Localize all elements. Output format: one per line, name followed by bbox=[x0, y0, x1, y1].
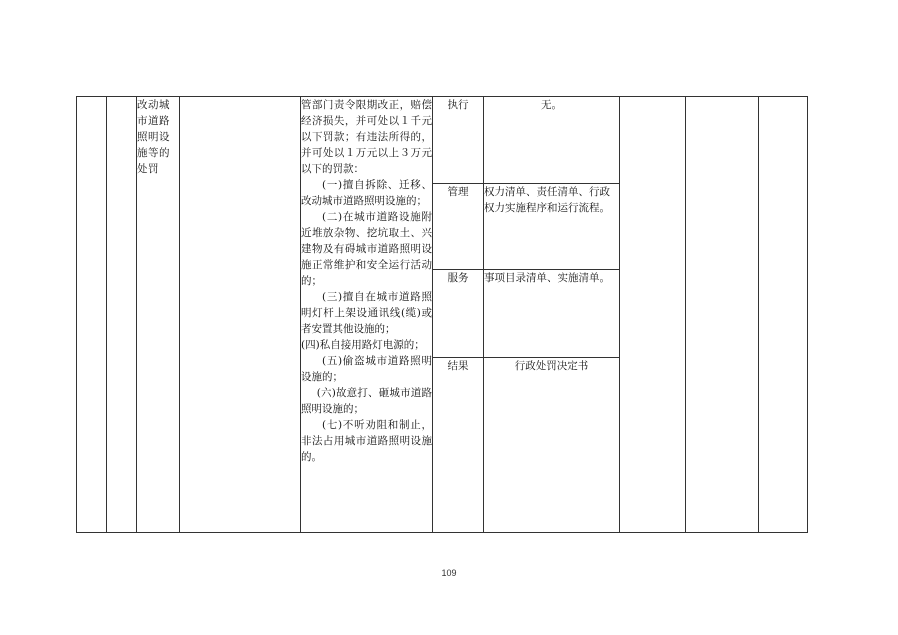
legal-basis-paragraph: 管部门责令限期改正，赔偿经济损失，并可处以１千元以下罚款；有违法所得的，并可处以１万元以上３万元以下的罚款： bbox=[301, 99, 432, 175]
legal-basis-paragraph: (五)偷盗城市道路照明设施的； bbox=[301, 355, 432, 383]
table-cell-empty bbox=[686, 97, 759, 533]
stage-content-execute: 无。 bbox=[484, 97, 620, 184]
legal-basis-paragraph: (三)擅自在城市道路照明灯杆上架设通讯线(缆)或者安置其他设施的； bbox=[301, 291, 432, 335]
legal-basis-paragraph: (二)在城市道路设施附近堆放杂物、挖坑取土、兴建物及有碍城市道路照明设施正常维护和安全运行活动的； bbox=[301, 211, 432, 287]
stage-content-manage: 权力清单、责任清单、行政权力实施程序和运行流程。 bbox=[484, 184, 620, 270]
table-cell-empty bbox=[620, 97, 686, 533]
table-cell-empty bbox=[180, 97, 301, 533]
table-cell-empty bbox=[77, 97, 107, 533]
legal-basis-paragraph: (六)故意打、砸城市道路照明设施的； bbox=[301, 387, 432, 415]
item-name-cell: 改动城市道路照明设施等的处罚 bbox=[137, 97, 180, 533]
power-list-table bbox=[76, 96, 808, 533]
legal-basis-paragraph: (四)私自接用路灯电源的； bbox=[301, 339, 425, 351]
page-number: 109 bbox=[441, 568, 457, 578]
stage-content-result: 行政处罚决定书 bbox=[484, 358, 620, 533]
legal-basis-paragraph: (七)不听劝阻和制止，非法占用城市道路照明设施的。 bbox=[301, 419, 432, 463]
stage-label-manage: 管理 bbox=[433, 184, 484, 270]
stage-label-service: 服务 bbox=[433, 270, 484, 358]
table-cell-empty bbox=[107, 97, 137, 533]
legal-basis-cell bbox=[301, 97, 433, 533]
legal-basis-paragraph: (一)擅自拆除、迁移、改动城市道路照明设施的； bbox=[301, 179, 432, 207]
table-cell-empty bbox=[759, 97, 808, 533]
stage-label-result: 结果 bbox=[433, 358, 484, 533]
stage-label-execute: 执行 bbox=[433, 97, 484, 184]
stage-content-service: 事项目录清单、实施清单。 bbox=[484, 270, 620, 358]
